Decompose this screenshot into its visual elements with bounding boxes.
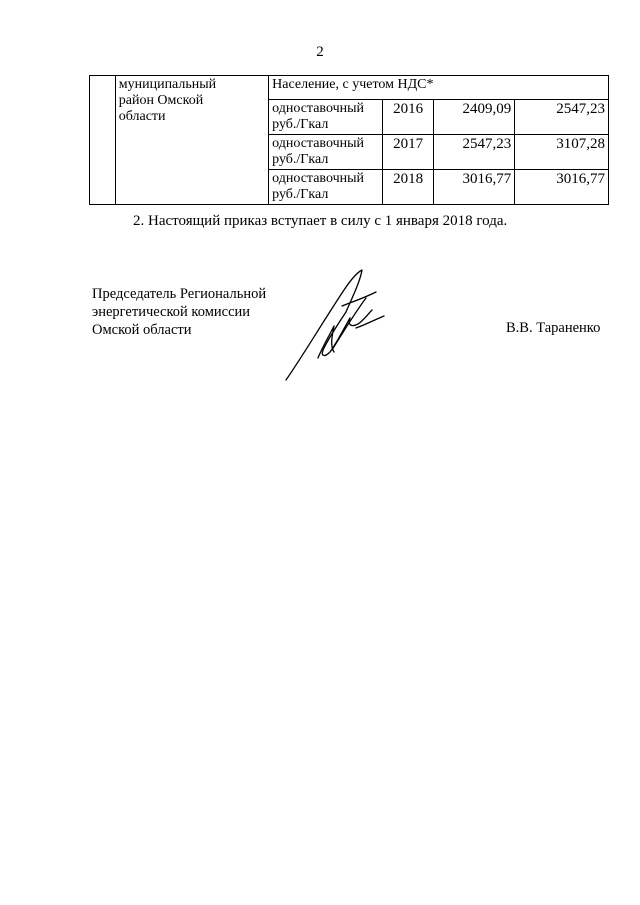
signer-title-line: Председатель Региональной: [92, 286, 267, 302]
rate-type-label: одноставочный: [272, 136, 365, 151]
effective-date-clause: 2. Настоящий приказ вступает в силу с 1 января 2018 года.: [133, 213, 508, 229]
tariff-value-first-half: 2547,23: [433, 135, 514, 170]
tariff-table: [89, 75, 609, 205]
signer-title: [92, 285, 266, 339]
tariff-value-first-half: 2409,09: [433, 100, 514, 135]
tariff-value-second-half: 3107,28: [515, 135, 609, 170]
year-cell: 2018: [383, 170, 433, 205]
municipality-cell: [115, 76, 268, 205]
municipality-line: район Омской: [118, 93, 204, 108]
table-row-group-header: [90, 76, 609, 100]
rate-unit-label: руб./Гкал: [272, 117, 329, 132]
tariff-value-second-half: 2547,23: [515, 100, 609, 135]
municipality-line: области: [118, 109, 166, 124]
rate-type-label: одноставочный: [272, 171, 365, 186]
rate-unit-label: руб./Гкал: [272, 187, 329, 202]
tariff-value-second-half: 3016,77: [515, 170, 609, 205]
consumer-group-header: Население, с учетом НДС*: [269, 76, 609, 100]
year-cell: 2017: [383, 135, 433, 170]
year-cell: 2016: [383, 100, 433, 135]
handwritten-signature: [272, 262, 392, 387]
row-number-cell: [90, 76, 116, 205]
signer-name: В.В. Тараненко: [506, 320, 601, 336]
signer-title-line: энергетической комиссии: [92, 304, 251, 320]
rate-unit-label: руб./Гкал: [272, 152, 329, 167]
page-number: 2: [316, 44, 324, 60]
signer-title-line: Омской области: [92, 322, 192, 338]
municipality-line: муниципальный: [118, 77, 217, 92]
tariff-value-first-half: 3016,77: [433, 170, 514, 205]
rate-type-cell: [269, 135, 383, 170]
rate-type-cell: [269, 100, 383, 135]
rate-type-cell: [269, 170, 383, 205]
rate-type-label: одноставочный: [272, 101, 365, 116]
